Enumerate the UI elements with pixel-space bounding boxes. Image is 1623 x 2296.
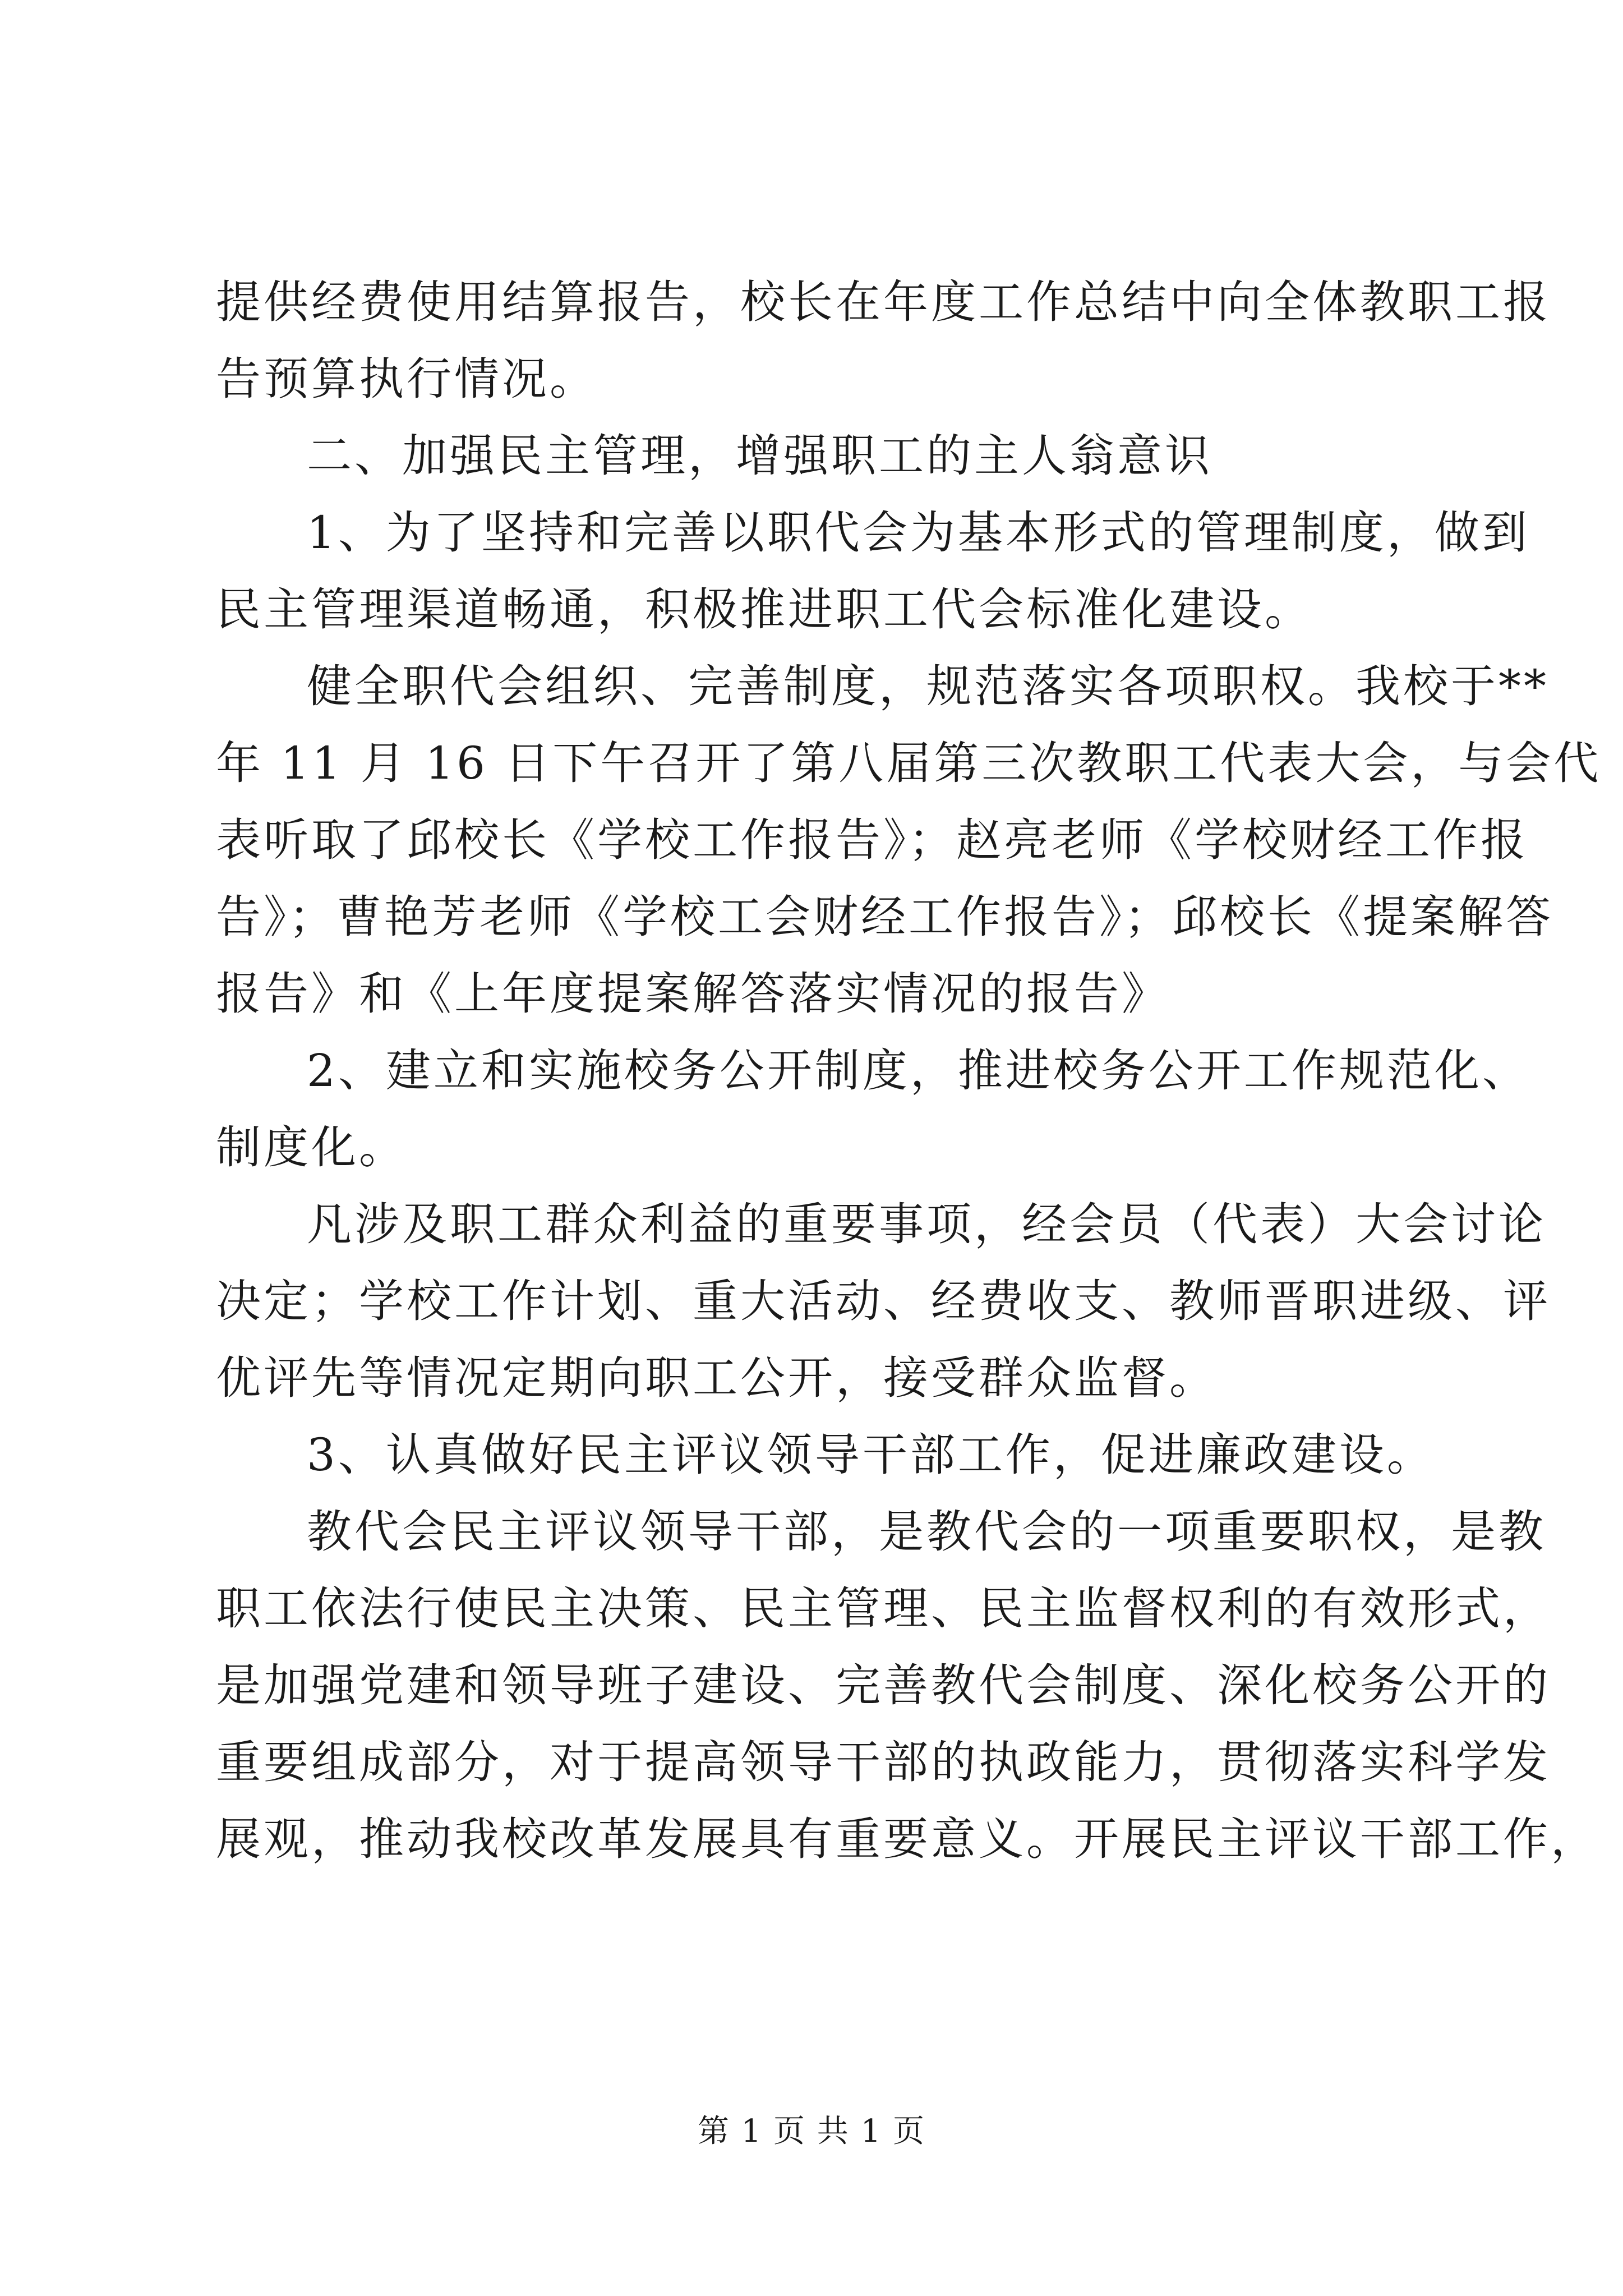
document-body: [216, 264, 1602, 1878]
text-line: 重要组成部分，对于提高领导干部的执政能力，贯彻落实科学发: [216, 1736, 1551, 1788]
page-footer: 第 1 页 共 1 页: [697, 2113, 926, 2150]
text-line: 展观，推动我校改革发展具有重要意义。开展民主评议干部工作，: [216, 1813, 1598, 1865]
text-line: 提供经费使用结算报告，校长在年度工作总结中向全体教职工报: [216, 276, 1551, 328]
text-line: 是加强党建和领导班子建设、完善教代会制度、深化校务公开的: [216, 1659, 1551, 1711]
text-line: 告》；曹艳芳老师《学校工会财经工作报告》；邱校长《提案解答: [216, 891, 1553, 943]
text-line: 1、为了坚持和完善以职代会为基本形式的管理制度，做到: [307, 507, 1530, 559]
text-line: 告预算执行情况。: [216, 353, 597, 405]
text-line: 年 11 月 16 日下午召开了第八届第三次教职工代表大会，与会代: [216, 737, 1602, 789]
text-line: 凡涉及职工群众利益的重要事项，经会员（代表）大会讨论: [307, 1198, 1546, 1250]
text-line: 决定；学校工作计划、重大活动、经费收支、教师晋职进级、评: [216, 1275, 1551, 1327]
section-heading: 二、加强民主管理，增强职工的主人翁意识: [307, 430, 1212, 482]
text-line: 教代会民主评议领导干部，是教代会的一项重要职权，是教: [307, 1506, 1546, 1558]
text-line: 健全职代会组织、完善制度，规范落实各项职权。我校于**: [307, 660, 1549, 712]
text-line: 民主管理渠道畅通，积极推进职工代会标准化建设。: [216, 583, 1312, 636]
text-line: 2、建立和实施校务公开制度，推进校务公开工作规范化、: [307, 1045, 1530, 1097]
text-line: 职工依法行使民主决策、民主管理、民主监督权利的有效形式，: [216, 1582, 1551, 1635]
text-line: 报告》和《上年度提案解答落实情况的报告》: [216, 968, 1169, 1020]
text-line: 制度化。: [216, 1121, 407, 1174]
text-line: 优评先等情况定期向职工公开，接受群众监督。: [216, 1352, 1217, 1404]
text-line: 表听取了邱校长《学校工作报告》；赵亮老师《学校财经工作报: [216, 814, 1528, 866]
text-line: 3、认真做好民主评议领导干部工作，促进廉政建设。: [307, 1429, 1435, 1481]
